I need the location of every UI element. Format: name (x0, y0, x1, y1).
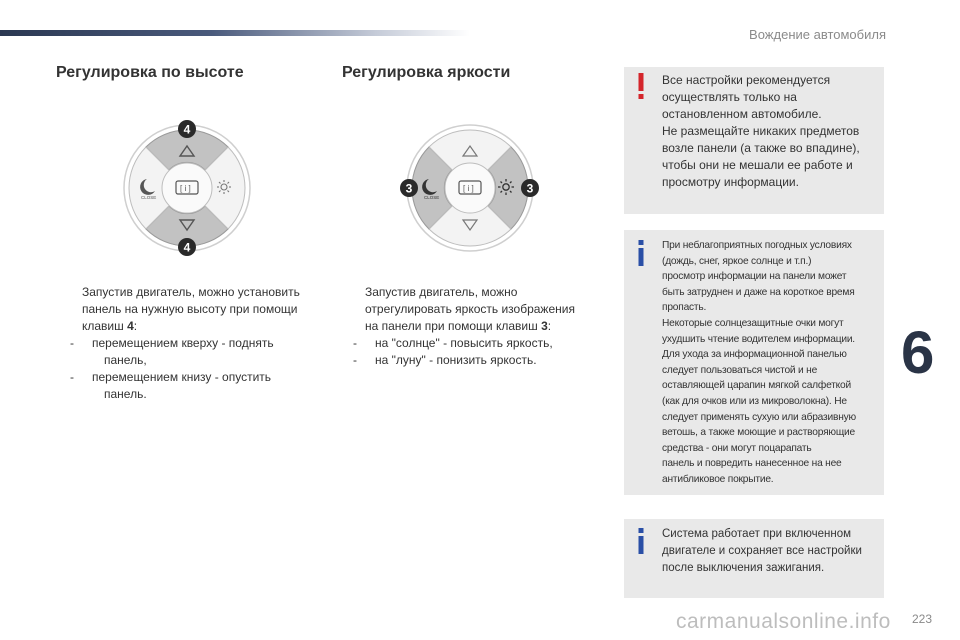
svg-text:3: 3 (405, 181, 413, 196)
list-item: - перемещением книзу - опустить панель. (70, 370, 272, 401)
key-reference: 4 (127, 319, 134, 333)
info-icon (638, 240, 644, 266)
header-accent-bar (0, 30, 470, 36)
svg-text:4: 4 (183, 240, 191, 255)
list-item: - перемещением кверху - поднять панель, (70, 336, 274, 367)
brightness-adjust-title: Регулировка яркости (342, 64, 511, 81)
watermark: carmanualsonline.info (676, 610, 891, 633)
list-item: - на "луну" - понизить яркость. (353, 353, 537, 367)
height-adjust-instructions: Запустив двигатель, можно установить панель на нужную высоту при помощи клавиш 4: - перемещением кверху - поднять панель, - перемещением книзу - опустить панель. (60, 284, 320, 403)
warning-note: Все настройки рекомендуется осуществлять только на остановленном автомобиле. Не размещайте никаких предметов возле панели (а также во впадине), чтобы они не мешали ее работе и просмотру информации. (624, 67, 884, 214)
close-label: CLOSE (141, 195, 157, 200)
svg-text:4: 4 (183, 122, 191, 137)
info-icon (638, 528, 644, 554)
brightness-adjust-control-diagram (398, 118, 543, 258)
height-adjust-title: Регулировка по высоте (56, 64, 244, 81)
key-reference: 3 (541, 319, 548, 333)
svg-text:[ i ]: [ i ] (180, 184, 191, 193)
svg-text:[ i ]: [ i ] (463, 184, 474, 193)
height-adjust-control-diagram (120, 118, 255, 258)
warning-exclamation-icon (638, 73, 644, 99)
brightness-adjust-instructions: Запустив двигатель, можно отрегулировать яркость изображения на панели при помощи клавиш 3: - на "солнце" - повысить яркость, - на "луну" - понизить яркость. (343, 284, 613, 369)
info-note-system: Система работает при включенном двигателе и сохраняет все настройки после выключения зажигания. (624, 519, 884, 598)
list-item: - на "солнце" - повысить яркость, (353, 336, 553, 350)
page-number: 223 (912, 612, 933, 626)
chapter-title: Вождение автомобиля (749, 27, 886, 42)
svg-text:3: 3 (526, 181, 534, 196)
info-note-visibility: При неблагоприятных погодных условиях (дождь, снег, яркое солнце и т.п.) просмотр информации на панели может быть затруднен и даже на короткое время пропасть. Некоторые солнцезащитные очки могут ухудшить чтение водителем информации. Для ухода за информационной панелью следует пользоваться чистой и не оставляющей царапин мягкой салфеткой (как для очков или из микроволокна). Не следует применять сухую или абразивную ветошь, а также моющие и растворяющие средства - они могут поцарапать панель и повредить нанесенное на нее антибликовое покрытие. (624, 230, 884, 495)
chapter-number: 6 (901, 319, 935, 386)
close-label: CLOSE (424, 195, 440, 200)
